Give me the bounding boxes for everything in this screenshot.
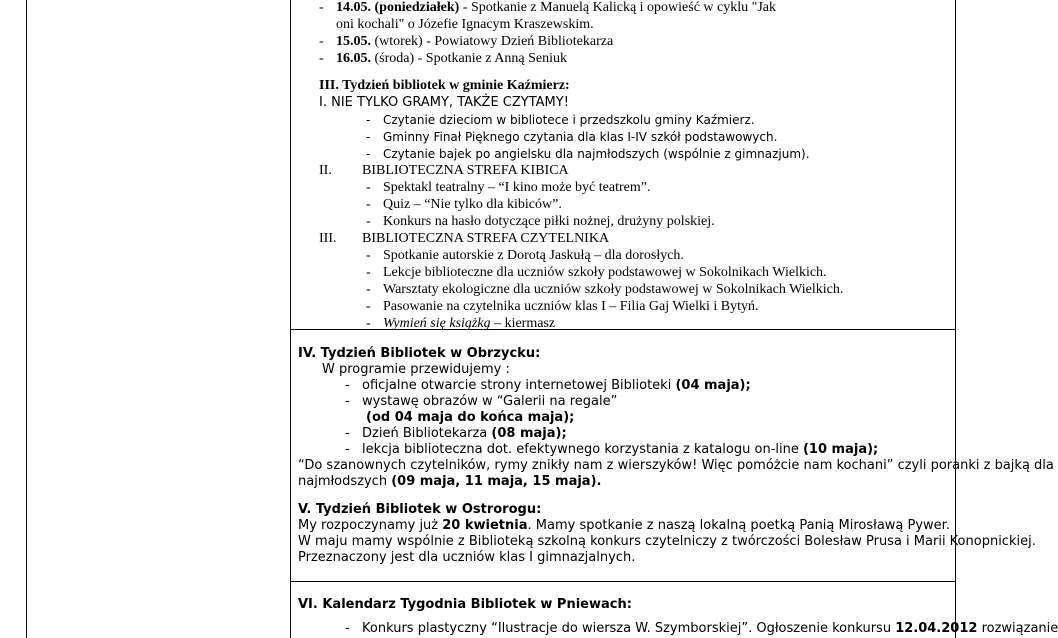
event-date: 16.05. xyxy=(336,51,371,66)
list-item: - Dzień Bibliotekarza (08 maja); xyxy=(345,426,567,441)
list-item: - Pasowanie na czytelnika uczniów klas I – Filia Gaj Wielki i Bytyń. xyxy=(366,299,759,314)
list-item: - Konkurs plastyczny “Ilustracje do wiersza W. Szymborskiej”. Ogłoszenie konkursu 12.04.2012 rozwiązanie xyxy=(345,621,1058,636)
list-item: - Konkurs na hasło dotyczące piłki nożnej, drużyny polskiej. xyxy=(366,214,715,229)
subsection-heading: II. BIBLIOTECZNA STREFA KIBICA xyxy=(319,163,569,178)
list-item: - Spotkanie autorskie z Dorotą Jaskułą – dla dorosłych. xyxy=(366,248,684,263)
paragraph: najmłodszych (09 maja, 11 maja, 15 maja). xyxy=(298,474,602,489)
row-divider xyxy=(290,581,955,582)
event-line: - 14.05. (poniedziałek) - Spotkanie z Manuelą Kalicką i opowieść w cyklu "Jak xyxy=(319,0,777,15)
section-heading: IV. Tydzień Bibliotek w Obrzycku: xyxy=(298,346,541,361)
list-item: - wystawę obrazów w “Galerii na regale” xyxy=(345,394,618,409)
list-item-sub: (od 04 maja do końca maja); xyxy=(366,410,575,425)
table-border xyxy=(26,0,27,638)
list-item: - Czytanie dzieciom w bibliotece i przedszkolu gminy Kaźmierz. xyxy=(366,113,755,127)
paragraph: W maju mamy wspólnie z Biblioteką szkolną konkurs czytelniczy z twórczości Bolesław Prusa i Marii Konopnickiej. xyxy=(298,534,1036,549)
list-item: - Wymień się książką – kiermasz xyxy=(366,316,556,331)
subsection-heading: I. NIE TYLKO GRAMY, TAKŻE CZYTAMY! xyxy=(319,95,569,110)
list-item: - Gminny Finał Pięknego czytania dla klas I-IV szkół podstawowych. xyxy=(366,130,778,144)
event-line-cont: oni kochali" o Józefie Ignacym Kraszewskim. xyxy=(336,17,594,32)
table-border xyxy=(290,0,291,638)
intro-text: W programie przewidujemy : xyxy=(322,362,510,377)
list-item: - lekcja biblioteczna dot. efektywnego korzystania z katalogu on-line (10 maja); xyxy=(345,442,879,457)
section-heading: VI. Kalendarz Tygodnia Bibliotek w Pniewach: xyxy=(298,597,632,612)
list-item: - Czytanie bajek po angielsku dla najmłodszych (wspólnie z gimnazjum). xyxy=(366,147,810,161)
section-heading: V. Tydzień Bibliotek w Ostrorogu: xyxy=(298,502,542,517)
paragraph: Przeznaczony jest dla uczniów klas I gimnazjalnych. xyxy=(298,550,636,565)
list-item: - Warsztaty ekologiczne dla uczniów szkoły podstawowej w Sokolnikach Wielkich. xyxy=(366,282,844,297)
event-line: - 16.05. (środa) - Spotkanie z Anną Seniuk xyxy=(319,51,567,66)
list-item: - oficjalne otwarcie strony internetowej Biblioteki (04 maja); xyxy=(345,378,751,393)
event-line: - 15.05. (wtorek) - Powiatowy Dzień Bibliotekarza xyxy=(319,34,614,49)
event-date: 15.05. xyxy=(336,34,371,49)
list-item: - Spektakl teatralny – “I kino może być teatrem”. xyxy=(366,180,651,195)
subsection-heading: III. BIBLIOTECZNA STREFA CZYTELNIKA xyxy=(319,231,610,246)
event-date: 14.05. (poniedziałek) xyxy=(336,0,460,15)
section-heading: III. Tydzień bibliotek w gminie Kaźmierz: xyxy=(319,78,570,93)
list-item: - Lekcje biblioteczne dla uczniów szkoły podstawowej w Sokolnikach Wielkich. xyxy=(366,265,827,280)
paragraph: “Do szanownych czytelników, rymy znikły nam z wierszyków! Więc pomóżcie nam kochani” czyli poranki z bajką dla xyxy=(298,458,1054,473)
list-item: - Quiz – “Nie tylko dla kibiców”. xyxy=(366,197,562,212)
paragraph: My rozpoczynamy już 20 kwietnia. Mamy spotkanie z naszą lokalną poetką Panią Mirosławą Pywer. xyxy=(298,518,950,533)
